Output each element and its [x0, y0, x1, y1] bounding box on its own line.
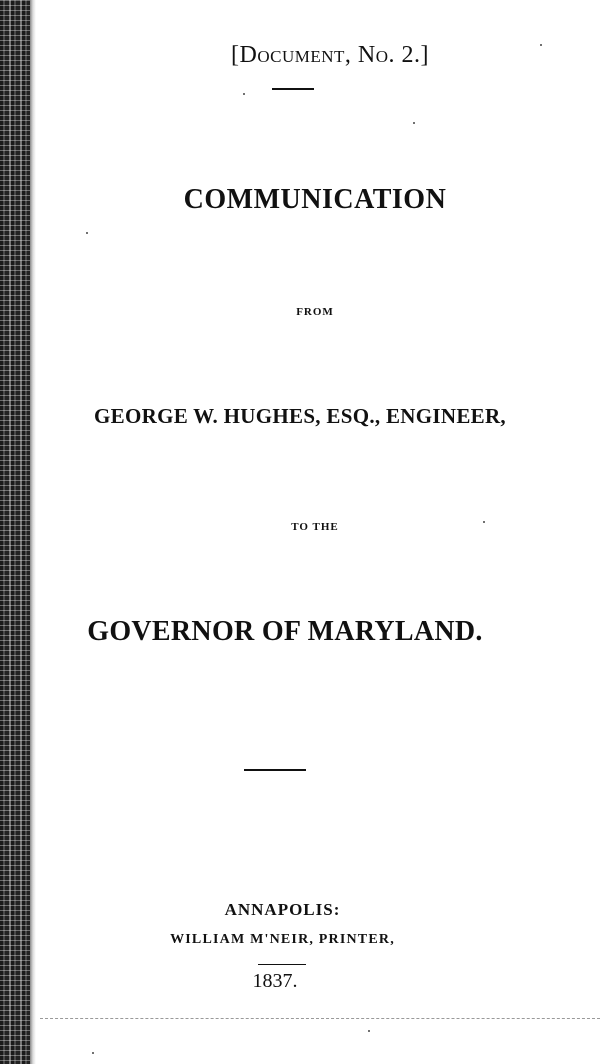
scan-speck — [368, 1030, 370, 1032]
imprint-printer: WILLIAM M'NEIR, PRINTER, — [170, 932, 395, 947]
document-number-header — [60, 42, 600, 69]
imprint-year: 1837. — [252, 970, 298, 992]
recipient-line: GOVERNOR OF MARYLAND. — [87, 616, 483, 647]
page-title: COMMUNICATION — [183, 184, 447, 215]
author-line: GEORGE W. HUGHES, ESQ., ENGINEER, — [94, 404, 506, 428]
scan-speck — [86, 232, 88, 234]
scan-speck — [243, 93, 245, 95]
header-rule — [272, 88, 314, 90]
from-label: FROM — [296, 306, 334, 318]
to-the-label: TO THE — [291, 521, 339, 533]
document-number-text: [Document, No. 2.] — [231, 42, 429, 68]
imprint-city: ANNAPOLIS: — [224, 900, 341, 919]
page-bottom-dash-line — [40, 1018, 600, 1019]
scan-speck — [483, 521, 485, 523]
scan-speck — [413, 122, 415, 124]
imprint-rule — [258, 964, 306, 965]
section-rule — [244, 769, 306, 771]
scan-speck — [92, 1052, 94, 1054]
scan-speck — [540, 44, 542, 46]
